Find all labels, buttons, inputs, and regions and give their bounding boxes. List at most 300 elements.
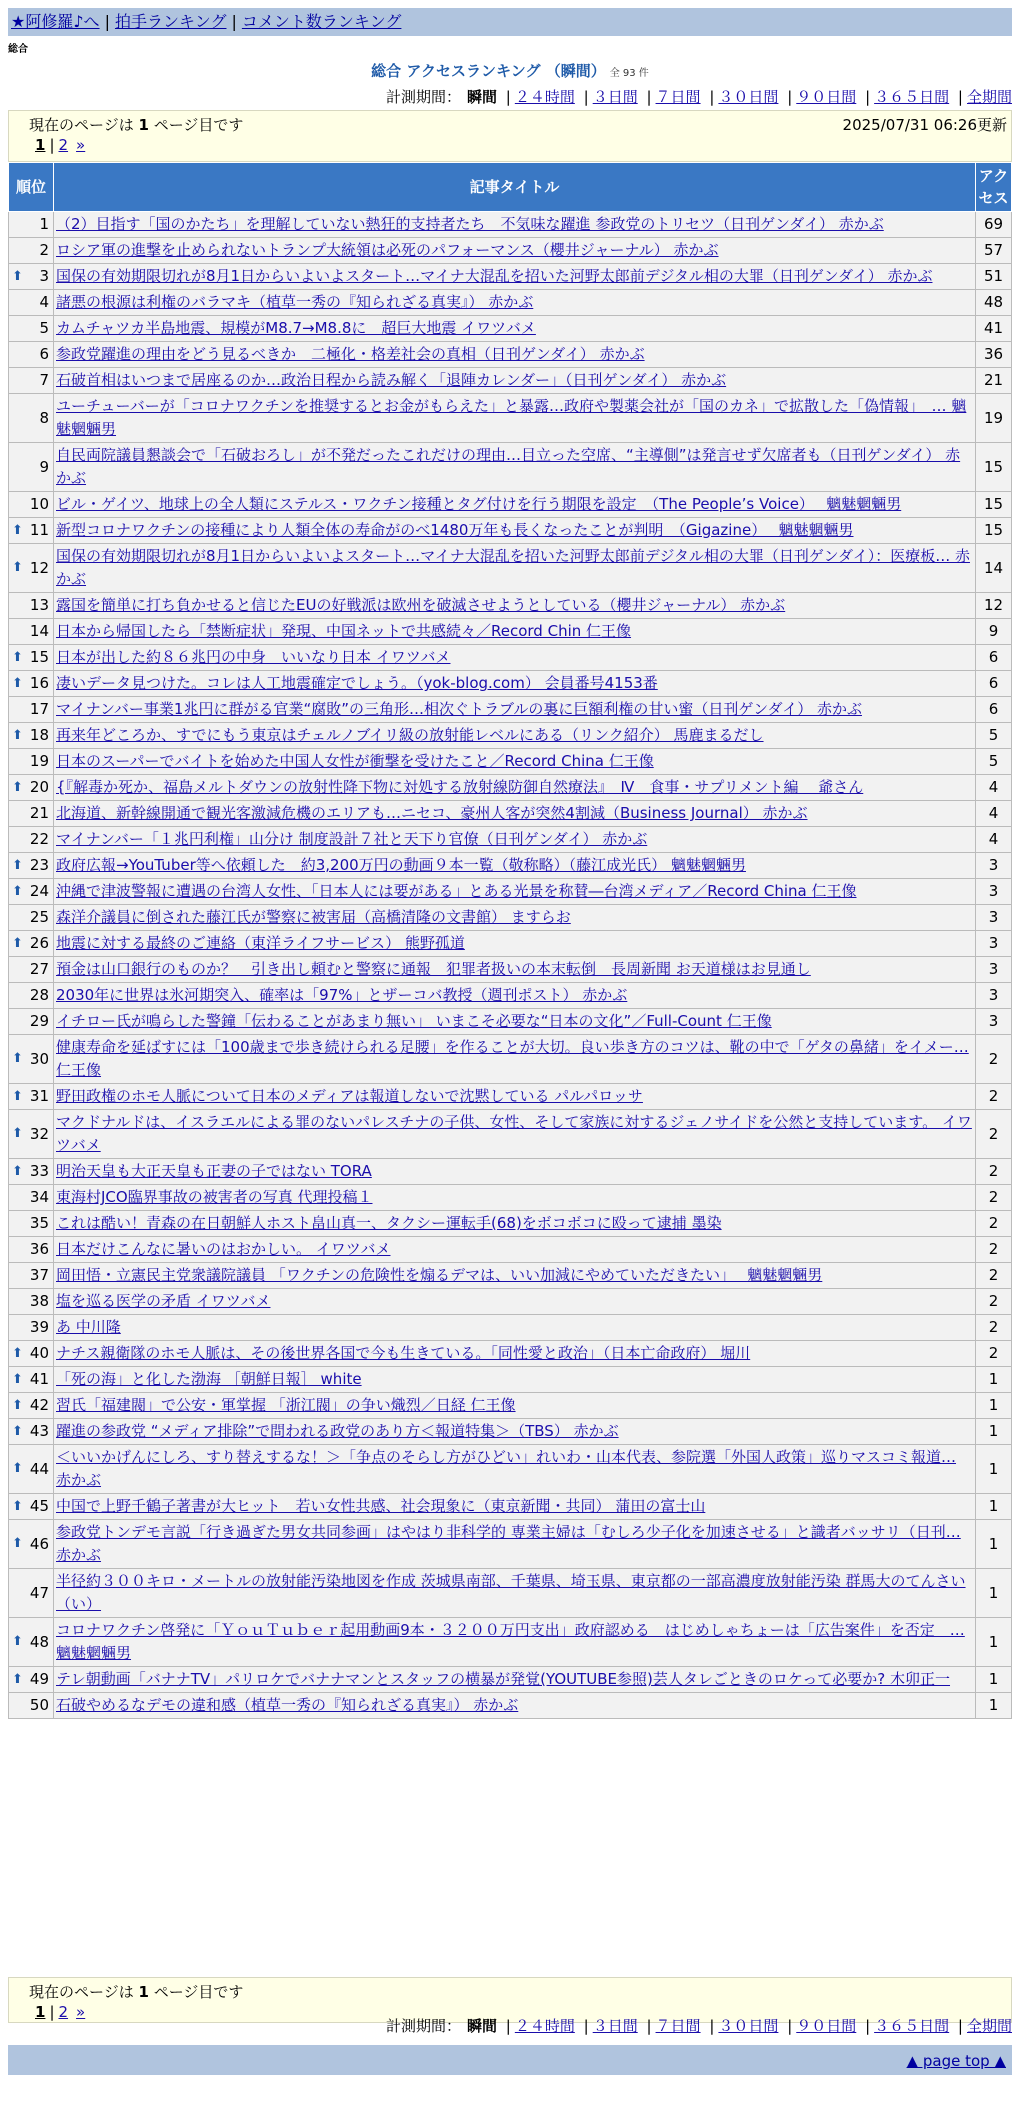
up-arrow-icon: ⬆ bbox=[12, 935, 23, 951]
page-status-num-bottom: 1 bbox=[138, 1983, 149, 2001]
article-link[interactable]: 政府広報→YouTuber等へ依頼した 約3,200万円の動画９本一覧（敬称略）（藤江成光氏） 魑魅魍魎男 bbox=[56, 856, 746, 874]
table-row bbox=[9, 368, 1012, 394]
article-link[interactable]: 明治天皇も大正天皇も正妻の子ではない TORA bbox=[56, 1162, 372, 1180]
article-link[interactable]: 凄いデータ見つけた。コレは人工地震確定でしょう。（yok-blog.com） 会員番号4153番 bbox=[56, 674, 658, 692]
period-link-30d-bottom[interactable]: ３０日間 bbox=[718, 2017, 779, 2035]
period-link-3d-bottom[interactable]: ３日間 bbox=[592, 2017, 638, 2035]
access-count: 2 bbox=[976, 1237, 1012, 1263]
access-count: 3 bbox=[976, 1009, 1012, 1035]
page-link-2[interactable]: 2 bbox=[58, 136, 69, 154]
article-link[interactable]: 躍進の参政党 “メディア排除”で問われる政党のあり方＜報道特集＞（TBS） 赤かぶ bbox=[56, 1422, 619, 1440]
rank-number: 42 bbox=[29, 1396, 49, 1414]
page-next-link[interactable]: » bbox=[76, 136, 86, 154]
table-row bbox=[9, 671, 1012, 697]
rank-cell bbox=[9, 827, 54, 853]
table-row bbox=[9, 518, 1012, 544]
table-row bbox=[9, 1520, 1012, 1569]
period-link-all[interactable]: 全期間 bbox=[966, 88, 1012, 106]
rank-number: 46 bbox=[29, 1534, 49, 1553]
table-row bbox=[9, 749, 1012, 775]
title-cell bbox=[54, 1084, 976, 1110]
table-row bbox=[9, 1289, 1012, 1315]
article-link[interactable]: あ 中川隆 bbox=[56, 1318, 121, 1336]
period-link-all-bottom[interactable]: 全期間 bbox=[966, 2017, 1012, 2035]
title-cell bbox=[54, 1341, 976, 1367]
title-cell bbox=[54, 697, 976, 723]
article-link[interactable]: 参政党トンデモ言説「行き過ぎた男女共同参画」はやはり非科学的 専業主婦は「むしろ少子化を加速させる」と識者バッサリ（日刊… 赤かぶ bbox=[56, 1523, 961, 1564]
article-link[interactable]: 「死の海」と化した渤海 ［朝鮮日報］ white bbox=[56, 1370, 362, 1388]
rank-cell bbox=[9, 749, 54, 775]
table-row bbox=[9, 1341, 1012, 1367]
table-row bbox=[9, 775, 1012, 801]
article-link[interactable]: 日本から帰国したら「禁断症状」発現、中国ネットで共感続々／Record Chin 仁王像 bbox=[56, 622, 632, 640]
page-next-link-bottom[interactable]: » bbox=[76, 2003, 86, 2021]
access-count: 2 bbox=[976, 1035, 1012, 1084]
article-link[interactable]: 露国を簡単に打ち負かせると信じたEUの好戦派は欧州を破滅させようとしている（櫻井ジャーナル） 赤かぶ bbox=[56, 596, 786, 614]
rank-number: 7 bbox=[39, 371, 49, 389]
table-row bbox=[9, 905, 1012, 931]
rank-cell bbox=[9, 1341, 54, 1367]
article-link[interactable]: 健康寿命を延ばすには「100歳まで歩き続けられる足腰」を作ることが大切。良い歩き方のコツは、靴の中で「ゲタの鼻緒」をイメー… 仁王像 bbox=[56, 1038, 969, 1079]
rank-number: 1 bbox=[39, 215, 49, 233]
article-link[interactable]: これは酷い！青森の在日朝鮮人ホスト畠山真一、タクシー運転手(68)をボコボコに殴って逮捕 墨染 bbox=[56, 1214, 722, 1232]
rank-cell bbox=[9, 1367, 54, 1393]
article-link[interactable]: 自民両院議員懇談会で「石破おろし」が不発だったこれだけの理由…目立った空席、“主導側”は発言せず欠席者も（日刊ゲンダイ） 赤かぶ bbox=[56, 446, 961, 487]
rank-number: 17 bbox=[29, 700, 49, 718]
rank-number: 4 bbox=[39, 293, 49, 311]
title-cell bbox=[54, 1159, 976, 1185]
title-cell bbox=[54, 879, 976, 905]
title-cell bbox=[54, 1367, 976, 1393]
rank-number: 9 bbox=[39, 457, 49, 476]
rank-cell bbox=[9, 238, 54, 264]
rank-number: 40 bbox=[29, 1344, 49, 1362]
rank-number: 44 bbox=[29, 1459, 49, 1478]
nav-home-link[interactable]: ★阿修羅♪へ bbox=[11, 12, 100, 31]
access-count: 14 bbox=[976, 544, 1012, 593]
page-numbers-bottom: 1 | 2 » bbox=[35, 2003, 86, 2021]
access-count: 4 bbox=[976, 801, 1012, 827]
title-cell bbox=[54, 827, 976, 853]
rank-number: 30 bbox=[29, 1049, 49, 1068]
updated-timestamp: 2025/07/31 06:26更新 bbox=[842, 116, 1007, 134]
period-link-90d[interactable]: ９０日間 bbox=[796, 88, 857, 106]
period-link-365d[interactable]: ３６５日間 bbox=[874, 88, 950, 106]
up-arrow-icon: ⬆ bbox=[12, 1671, 23, 1687]
access-count: 2 bbox=[976, 1084, 1012, 1110]
access-count: 1 bbox=[976, 1667, 1012, 1693]
title-cell bbox=[54, 671, 976, 697]
table-row bbox=[9, 1009, 1012, 1035]
access-count: 1 bbox=[976, 1494, 1012, 1520]
rank-cell bbox=[9, 264, 54, 290]
table-row bbox=[9, 212, 1012, 238]
up-arrow-icon: ⬆ bbox=[12, 1536, 23, 1551]
table-row bbox=[9, 827, 1012, 853]
access-count: 3 bbox=[976, 905, 1012, 931]
access-count: 1 bbox=[976, 1618, 1012, 1667]
access-count: 21 bbox=[976, 368, 1012, 394]
article-link[interactable]: 再来年どころか、すでにもう東京はチェルノブイリ級の放射能レベルにある（リンク紹介） 馬鹿まるだし bbox=[56, 726, 764, 744]
rank-number: 37 bbox=[29, 1266, 49, 1284]
article-link[interactable]: ビル・ゲイツ、地球上の全人類にステルス・ワクチン接種とタグ付けを行う期限を設定 （The People’s Voice） 魑魅魍魎男 bbox=[56, 495, 902, 513]
rank-number: 6 bbox=[39, 345, 49, 363]
title-cell bbox=[54, 983, 976, 1009]
article-link[interactable]: 地震に対する最終のご連絡（東洋ライフサービス） 熊野孤道 bbox=[56, 934, 465, 952]
rank-cell bbox=[9, 1211, 54, 1237]
title-cell bbox=[54, 1618, 976, 1667]
nav-clap-ranking-link[interactable]: 拍手ランキング bbox=[114, 12, 227, 31]
article-link[interactable]: 国保の有効期限切れが8月1日からいよいよスタート…マイナ大混乱を招いた河野太郎前デジタル相の大罪（日刊ゲンダイ） 赤かぶ bbox=[56, 267, 933, 285]
rank-number: 14 bbox=[29, 622, 49, 640]
article-link[interactable]: マクドナルドは、イスラエルによる罪のないパレスチナの子供、女性、そして家族に対するジェノサイドを公然と支持しています。 イワツバメ bbox=[56, 1113, 972, 1154]
rank-cell bbox=[9, 1667, 54, 1693]
rank-number: 16 bbox=[29, 674, 49, 692]
article-link[interactable]: 2030年に世界は氷河期突入、確率は「97%」とザーコバ教授（週刊ポスト） 赤かぶ bbox=[56, 986, 628, 1004]
table-row bbox=[9, 1367, 1012, 1393]
table-row bbox=[9, 316, 1012, 342]
title-cell bbox=[54, 723, 976, 749]
rank-cell bbox=[9, 492, 54, 518]
article-link[interactable]: 日本のスーパーでバイトを始めた中国人女性が衝撃を受けたこと／Record China 仁王像 bbox=[56, 752, 654, 770]
period-link-90d-bottom[interactable]: ９０日間 bbox=[796, 2017, 857, 2035]
article-link[interactable]: 北海道、新幹線開通で観光客激減危機のエリアも…ニセコ、豪州人客が突然4割減（Business Journal） 赤かぶ bbox=[56, 804, 808, 822]
table-row bbox=[9, 1393, 1012, 1419]
access-count: 1 bbox=[976, 1367, 1012, 1393]
rank-cell bbox=[9, 1289, 54, 1315]
rank-number: 47 bbox=[29, 1583, 49, 1602]
rank-cell bbox=[9, 645, 54, 671]
rank-number: 48 bbox=[29, 1632, 49, 1651]
table-row bbox=[9, 983, 1012, 1009]
rank-number: 5 bbox=[39, 319, 49, 337]
rank-number: 3 bbox=[39, 267, 49, 285]
article-link[interactable]: 国保の有効期限切れが8月1日からいよいよスタート…マイナ大混乱を招いた河野太郎前デジタル相の大罪（日刊ゲンダイ）：医療板… 赤かぶ bbox=[56, 547, 970, 588]
title-cell bbox=[54, 749, 976, 775]
rank-cell bbox=[9, 1494, 54, 1520]
article-link[interactable]: 森洋介議員に倒された藤江氏が警察に被害届（高橋清隆の文書館） ますらお bbox=[56, 908, 571, 926]
article-link[interactable]: マイナンバー事業1兆円に群がる官業“腐敗”の三角形…相次ぐトラブルの裏に巨額利権の甘い蜜（日刊ゲンダイ） 赤かぶ bbox=[56, 700, 862, 718]
access-count: 48 bbox=[976, 290, 1012, 316]
ranking-body bbox=[9, 212, 1012, 1719]
title-cell bbox=[54, 853, 976, 879]
access-count: 1 bbox=[976, 1393, 1012, 1419]
rank-number: 25 bbox=[29, 908, 49, 926]
rank-cell bbox=[9, 957, 54, 983]
period-selector-top: 計測期間： 瞬間 | ２４時間 | ３日間 | ７日間 | ３０日間 | ９０日間 | ３６５日間 | 全期間 bbox=[385, 88, 1012, 106]
period-link-24h-bottom[interactable]: ２４時間 bbox=[514, 2017, 575, 2035]
up-arrow-icon: ⬆ bbox=[12, 1498, 23, 1514]
access-count: 6 bbox=[976, 697, 1012, 723]
up-arrow-icon: ⬆ bbox=[12, 268, 23, 284]
up-arrow-icon: ⬆ bbox=[12, 1423, 23, 1439]
table-row bbox=[9, 931, 1012, 957]
access-count: 3 bbox=[976, 983, 1012, 1009]
rank-number: 45 bbox=[29, 1497, 49, 1515]
table-row bbox=[9, 1315, 1012, 1341]
table-row bbox=[9, 1618, 1012, 1667]
article-link[interactable]: ナチス親衛隊のホモ人脈は、その後世界各国で今も生きている。「同性愛と政治」（日本亡命政府） 堀川 bbox=[56, 1344, 751, 1362]
article-link[interactable]: 塩を巡る医学の矛盾 イワツバメ bbox=[56, 1292, 271, 1310]
period-link-7d[interactable]: ７日間 bbox=[655, 88, 701, 106]
rank-cell bbox=[9, 931, 54, 957]
title-cell bbox=[54, 1693, 976, 1719]
title-cell bbox=[54, 264, 976, 290]
rank-number: 36 bbox=[29, 1240, 49, 1258]
table-row bbox=[9, 1494, 1012, 1520]
article-link[interactable]: 石破首相はいつまで居座るのか…政治日程から読み解く「退陣カレンダー」（日刊ゲンダイ） 赤かぶ bbox=[56, 371, 727, 389]
access-count: 2 bbox=[976, 1289, 1012, 1315]
rank-cell bbox=[9, 619, 54, 645]
title-cell bbox=[54, 1419, 976, 1445]
rank-cell bbox=[9, 905, 54, 931]
header-rank: 順位 bbox=[9, 163, 54, 212]
rank-number: 24 bbox=[29, 882, 49, 900]
title-cell bbox=[54, 957, 976, 983]
table-row bbox=[9, 492, 1012, 518]
period-link-30d[interactable]: ３０日間 bbox=[718, 88, 779, 106]
article-link[interactable]: 東海村JCO臨界事故の被害者の写真 代理投稿１ bbox=[56, 1188, 373, 1206]
article-link[interactable]: 日本だけこんなに暑いのはおかしい。 イワツバメ bbox=[56, 1240, 391, 1258]
up-arrow-icon: ⬆ bbox=[12, 675, 23, 691]
table-row bbox=[9, 645, 1012, 671]
access-count: 1 bbox=[976, 1569, 1012, 1618]
rank-cell bbox=[9, 1693, 54, 1719]
table-row bbox=[9, 1419, 1012, 1445]
access-count: 3 bbox=[976, 957, 1012, 983]
access-count: 2 bbox=[976, 1315, 1012, 1341]
title-cell bbox=[54, 1009, 976, 1035]
title-cell bbox=[54, 1520, 976, 1569]
rank-cell bbox=[9, 593, 54, 619]
title-cell bbox=[54, 801, 976, 827]
rank-cell bbox=[9, 1618, 54, 1667]
rank-number: 21 bbox=[29, 804, 49, 822]
period-link-24h[interactable]: ２４時間 bbox=[514, 88, 575, 106]
period-link-3d[interactable]: ３日間 bbox=[592, 88, 638, 106]
title-cell bbox=[54, 238, 976, 264]
title-cell bbox=[54, 905, 976, 931]
access-count: 2 bbox=[976, 1263, 1012, 1289]
article-link[interactable]: 参政党躍進の理由をどう見るべきか 二極化・格差社会の真相（日刊ゲンダイ） 赤かぶ bbox=[56, 345, 645, 363]
title-cell bbox=[54, 368, 976, 394]
rank-cell bbox=[9, 544, 54, 593]
article-link[interactable]: ロシア軍の進撃を止められないトランプ大統領は必死のパフォーマンス（櫻井ジャーナル） 赤かぶ bbox=[56, 241, 719, 259]
title-cell bbox=[54, 1289, 976, 1315]
access-count: 4 bbox=[976, 775, 1012, 801]
access-count: 2 bbox=[976, 1211, 1012, 1237]
rank-number: 12 bbox=[29, 558, 49, 577]
table-row bbox=[9, 264, 1012, 290]
up-arrow-icon: ⬆ bbox=[12, 857, 23, 873]
access-count: 15 bbox=[976, 492, 1012, 518]
title-cell bbox=[54, 1035, 976, 1084]
up-arrow-icon: ⬆ bbox=[12, 1461, 23, 1476]
table-row bbox=[9, 1084, 1012, 1110]
table-row bbox=[9, 1185, 1012, 1211]
article-link[interactable]: 岡田悟・立憲民主党衆議院議員 「ワクチンの危険性を煽るデマは、いい加減にやめていただきたい」 魑魅魍魎男 bbox=[56, 1266, 823, 1284]
article-link[interactable]: 石破やめるなデモの違和感（植草一秀の『知られざる真実』） 赤かぶ bbox=[56, 1696, 519, 1714]
rank-cell bbox=[9, 212, 54, 238]
rank-number: 26 bbox=[29, 934, 49, 952]
article-link[interactable]: ユーチューバーが「コロナワクチンを推奨するとお金がもらえた」と暴露…政府や製薬会社が「国のカネ」で拡散した「偽情報」 … 魑魅魍魎男 bbox=[56, 397, 967, 438]
rank-number: 20 bbox=[29, 778, 49, 796]
rank-cell bbox=[9, 879, 54, 905]
up-arrow-icon: ⬆ bbox=[12, 1371, 23, 1387]
title-cell bbox=[54, 316, 976, 342]
rank-number: 22 bbox=[29, 830, 49, 848]
rank-cell bbox=[9, 801, 54, 827]
rank-number: 32 bbox=[29, 1124, 49, 1143]
table-row bbox=[9, 1569, 1012, 1618]
title-cell bbox=[54, 1110, 976, 1159]
up-arrow-icon: ⬆ bbox=[12, 727, 23, 743]
title-cell bbox=[54, 775, 976, 801]
title-cell bbox=[54, 443, 976, 492]
article-link[interactable]: コロナワクチン啓発に「ＹｏｕＴｕｂｅｒ起用動画9本・３２００万円支出」政府認める はじめしゃちょーは「広告案件」を否定 … 魑魅魍魎男 bbox=[56, 1621, 965, 1662]
article-link[interactable]: 諸悪の根源は利権のバラマキ（植草一秀の『知られざる真実』） 赤かぶ bbox=[56, 293, 534, 311]
rank-cell bbox=[9, 368, 54, 394]
rank-number: 2 bbox=[39, 241, 49, 259]
title-cell bbox=[54, 290, 976, 316]
title-cell bbox=[54, 518, 976, 544]
table-row bbox=[9, 697, 1012, 723]
table-row bbox=[9, 879, 1012, 905]
page-current-bottom: 1 bbox=[35, 2003, 46, 2021]
period-link-7d-bottom[interactable]: ７日間 bbox=[655, 2017, 701, 2035]
access-count: 3 bbox=[976, 853, 1012, 879]
rank-cell bbox=[9, 1237, 54, 1263]
rank-cell bbox=[9, 342, 54, 368]
access-count: 36 bbox=[976, 342, 1012, 368]
article-link[interactable]: マイナンバー「１兆円利権」山分け 制度設計７社と天下り官僚（日刊ゲンダイ） 赤かぶ bbox=[56, 830, 648, 848]
title-cell bbox=[54, 544, 976, 593]
article-link[interactable]: 預金は山口銀行のものか？ 引き出し頼むと警察に通報 犯罪者扱いの本末転倒 長周新聞 お天道様はお見通し bbox=[56, 960, 811, 978]
rank-cell bbox=[9, 853, 54, 879]
access-count: 4 bbox=[976, 827, 1012, 853]
article-link[interactable]: 半径約３００キロ・メートルの放射能汚染地図を作成 茨城県南部、千葉県、埼玉県、東京都の一部高濃度放射能汚染 群馬大のてんさい（い） bbox=[56, 1572, 966, 1613]
nav-comment-ranking-link[interactable]: コメント数ランキング bbox=[241, 12, 402, 31]
top-nav-bar: ★阿修羅♪へ | 拍手ランキング | コメント数ランキング bbox=[8, 8, 1012, 36]
up-arrow-icon: ⬆ bbox=[12, 1634, 23, 1649]
table-header-row bbox=[9, 163, 1012, 212]
table-row bbox=[9, 723, 1012, 749]
access-count: 69 bbox=[976, 212, 1012, 238]
rank-number: 27 bbox=[29, 960, 49, 978]
table-row bbox=[9, 544, 1012, 593]
rank-number: 31 bbox=[29, 1087, 49, 1105]
article-link[interactable]: 日本が出した約８６兆円の中身 いいなり日本 イワツバメ bbox=[56, 648, 451, 666]
rank-cell bbox=[9, 443, 54, 492]
rank-number: 35 bbox=[29, 1214, 49, 1232]
rank-number: 43 bbox=[29, 1422, 49, 1440]
access-count: 1 bbox=[976, 1419, 1012, 1445]
rank-number: 50 bbox=[29, 1696, 49, 1714]
up-arrow-icon: ⬆ bbox=[12, 522, 23, 538]
access-count: 1 bbox=[976, 1520, 1012, 1569]
up-arrow-icon: ⬆ bbox=[12, 1126, 23, 1141]
article-link[interactable]: （2）目指す「国のかたち」を理解していない熱狂的支持者たち 不気味な躍進 参政党のトリセツ（日刊ゲンダイ） 赤かぶ bbox=[56, 215, 884, 233]
pagination-top bbox=[8, 110, 1012, 162]
title-cell bbox=[54, 645, 976, 671]
table-row bbox=[9, 1693, 1012, 1719]
page-top-link[interactable]: ▲ page top ▲ bbox=[906, 2052, 1006, 2070]
table-row bbox=[9, 801, 1012, 827]
rank-cell bbox=[9, 723, 54, 749]
table-row bbox=[9, 1263, 1012, 1289]
title-cell bbox=[54, 1263, 976, 1289]
rank-number: 8 bbox=[39, 408, 49, 427]
article-link[interactable]: カムチャツカ半島地震、規模がM8.7→M8.8に 超巨大地震 イワツバメ bbox=[56, 319, 536, 337]
article-link[interactable]: 野田政権のホモ人脈について日本のメディアは報道しないで沈黙している パルパロッサ bbox=[56, 1087, 643, 1105]
article-link[interactable]: 新型コロナワクチンの接種により人類全体の寿命がのべ1480万年も長くなったことが判明 （Gigazine） 魑魅魍魎男 bbox=[56, 521, 854, 539]
title-cell bbox=[54, 593, 976, 619]
title-cell bbox=[54, 931, 976, 957]
page-status-prefix: 現在のページは bbox=[29, 116, 139, 134]
title-cell bbox=[54, 1393, 976, 1419]
rank-number: 11 bbox=[29, 521, 49, 539]
article-link[interactable]: 沖縄で津波警報に遭遇の台湾人女性、「日本人には要がある」とある光景を称賛―台湾メディア／Record China 仁王像 bbox=[56, 882, 857, 900]
period-current: 瞬間 bbox=[466, 88, 497, 106]
article-link[interactable]: ＜いいかげんにしろ、すり替えするな！＞「争点のそらし方がひどい」れいわ・山本代表、参院選「外国人政策」巡りマスコミ報道… 赤かぶ bbox=[56, 1448, 957, 1489]
rank-cell bbox=[9, 1035, 54, 1084]
table-row bbox=[9, 1159, 1012, 1185]
up-arrow-icon: ⬆ bbox=[12, 779, 23, 795]
rank-number: 23 bbox=[29, 856, 49, 874]
page-status-suffix: ページ目です bbox=[148, 116, 244, 134]
period-link-365d-bottom[interactable]: ３６５日間 bbox=[874, 2017, 950, 2035]
title-cell bbox=[54, 1494, 976, 1520]
up-arrow-icon: ⬆ bbox=[12, 649, 23, 665]
article-link[interactable]: {『解毒か死か、福島メルトダウンの放射性降下物に対処する放射線防御自然療法』 Ⅳ 食事・サプリメント編 爺さん bbox=[56, 778, 864, 796]
access-count: 5 bbox=[976, 749, 1012, 775]
article-link[interactable]: テレ朝動画「バナナTV」パリロケでバナナマンとスタッフの横暴が発覚(YOUTUBE参照)芸人タレごときのロケって必要か? 木卯正一 bbox=[56, 1670, 951, 1688]
rank-cell bbox=[9, 1110, 54, 1159]
rank-cell bbox=[9, 671, 54, 697]
access-count: 15 bbox=[976, 443, 1012, 492]
table-row bbox=[9, 1035, 1012, 1084]
up-arrow-icon: ⬆ bbox=[12, 1345, 23, 1361]
rank-cell bbox=[9, 1263, 54, 1289]
article-link[interactable]: 習氏「福建閥」で公安・軍掌握 「浙江閥」の争い熾烈／日経 仁王像 bbox=[56, 1396, 516, 1414]
access-count: 19 bbox=[976, 394, 1012, 443]
total-count: 全 93 件 bbox=[609, 68, 649, 79]
title-cell bbox=[54, 1237, 976, 1263]
article-link[interactable]: イチロー氏が鳴らした警鐘「伝わることがあまり無い」 いまこそ必要な“日本の文化”／Full-Count 仁王像 bbox=[56, 1012, 772, 1030]
up-arrow-icon: ⬆ bbox=[12, 1163, 23, 1179]
category-label: 総合 bbox=[8, 44, 28, 55]
rank-number: 29 bbox=[29, 1012, 49, 1030]
access-count: 1 bbox=[976, 1693, 1012, 1719]
table-row bbox=[9, 394, 1012, 443]
rank-cell bbox=[9, 1185, 54, 1211]
access-count: 6 bbox=[976, 671, 1012, 697]
page-link-2-bottom[interactable]: 2 bbox=[58, 2003, 69, 2021]
rank-cell bbox=[9, 1520, 54, 1569]
rank-number: 39 bbox=[29, 1318, 49, 1336]
period-current-bottom: 瞬間 bbox=[466, 2017, 497, 2035]
title-cell bbox=[54, 492, 976, 518]
rank-number: 38 bbox=[29, 1292, 49, 1310]
title-cell bbox=[54, 1445, 976, 1494]
table-row bbox=[9, 342, 1012, 368]
page-numbers: 1 | 2 » bbox=[35, 136, 86, 154]
header-access: アクセス bbox=[976, 163, 1012, 212]
article-link[interactable]: 中国で上野千鶴子著書が大ヒット 若い女性共感、社会現象に（東京新聞・共同） 蒲田の富士山 bbox=[56, 1497, 706, 1515]
up-arrow-icon: ⬆ bbox=[12, 883, 23, 899]
page-status-suffix-bottom: ページ目です bbox=[148, 1983, 244, 2001]
up-arrow-icon: ⬆ bbox=[12, 1088, 23, 1104]
